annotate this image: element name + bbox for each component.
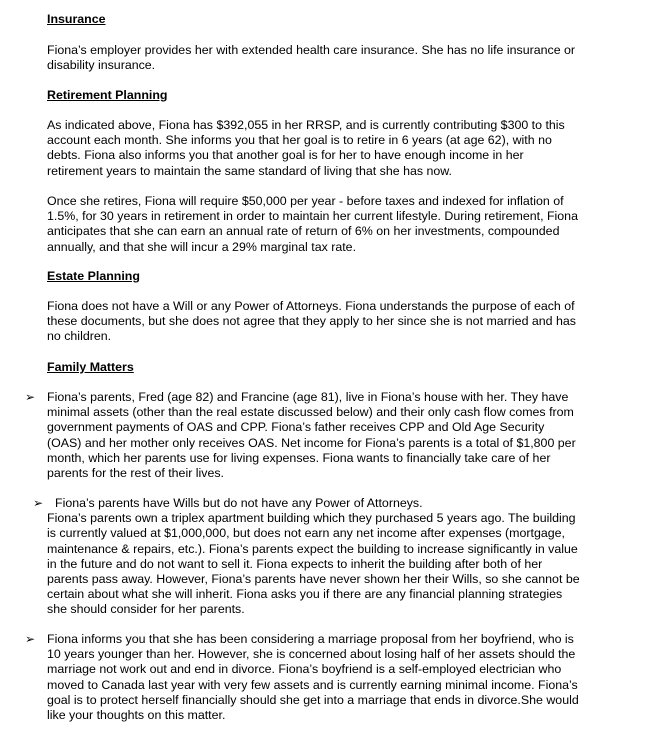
estate-heading: Estate Planning — [47, 269, 140, 283]
text-line: Fiona’s employer provides her with extended health care insurance. She has no life insurance or — [47, 43, 576, 57]
text-line: moved to Canada last year with very few assets and is currently earning minimal income. Fiona’s — [47, 677, 578, 692]
insurance-heading: Insurance — [47, 12, 106, 26]
family-bullet-2 — [47, 496, 617, 618]
estate-paragraph — [47, 299, 617, 345]
text-line: marriage not work out and end in divorce. Fiona’s boyfriend is a self-employed electrician who — [47, 662, 562, 677]
text-line: 1.5%, for 30 years in retirement in order to maintain her current lifestyle. During retirement, Fiona — [47, 209, 578, 224]
retirement-paragraph-1 — [47, 118, 617, 179]
text-line: month, which her parents use for living expenses. Fiona wants to financially take care of her — [47, 450, 551, 465]
text-line: Fiona’s parents, Fred (age 82) and Francine (age 81), live in Fiona’s house with her. They have — [47, 390, 569, 404]
text-line: Once she retires, Fiona will require $50,000 per year - before taxes and indexed for inflation of — [47, 194, 564, 208]
family-bullet-1 — [47, 390, 617, 481]
text-line: account each month. She informs you that her goal is to retire in 6 years (at age 62), with no — [47, 133, 552, 148]
text-line: (OAS) and her mother only receives OAS. Net income for Fiona’s parents is a total of $1,800 per — [47, 435, 576, 450]
text-line: certain about what she will inherit. Fiona asks you if there are any financial planning strategies — [47, 587, 563, 602]
retirement-paragraph-2 — [47, 194, 617, 255]
text-line: As indicated above, Fiona has $392,055 in her RRSP, and is currently contributing $300 to this — [47, 118, 565, 132]
family-bullet-3 — [47, 632, 617, 723]
text-line: government payments of OAS and CPP. Fiona’s father receives CPP and Old Age Security — [47, 420, 545, 435]
text-line: goal is to protect herself financially should she get into a marriage that ends in divorce.She would — [47, 692, 579, 707]
text-line: is currently valued at $1,000,000, but does not earn any net income after expenses (mortgage, — [47, 526, 565, 541]
insurance-paragraph — [47, 43, 617, 73]
text-line: minimal assets (other than the real estate discussed below) and their only cash flow comes from — [47, 405, 574, 420]
text-line: 10 years younger than her. However, she is concerned about losing half of her assets should the — [47, 647, 576, 662]
text-line: anticipates that she can earn an annual rate of return of 6% on her investments, compounded — [47, 224, 560, 239]
text-line: parents for the rest of their lives. — [47, 466, 224, 481]
text-line: like your thoughts on this matter. — [47, 708, 226, 723]
text-line: in the future and do not want to sell it. Fiona expects to inherit the building after both of her — [47, 556, 543, 571]
arrow-bullet-icon: ➢ — [33, 496, 44, 510]
text-line: annually, and that she will incur a 29% marginal tax rate. — [47, 239, 357, 254]
text-line: disability insurance. — [47, 58, 156, 73]
text-line: Fiona informs you that she has been considering a marriage proposal from her boyfriend, who is — [47, 632, 574, 646]
text-line: these documents, but she does not agree that they apply to her since she is not married and has — [47, 314, 576, 329]
text-line: Fiona’s parents have Wills but do not have any Power of Attorneys. — [55, 496, 423, 510]
family-heading: Family Matters — [47, 360, 134, 374]
text-line: Fiona’s parents own a triplex apartment building which they purchased 5 years ago. The building — [47, 511, 576, 526]
text-line: no children. — [47, 329, 112, 344]
arrow-bullet-icon: ➢ — [25, 390, 36, 404]
text-line: debts. Fiona also informs you that another goal is for her to have enough income in her — [47, 148, 524, 163]
text-line: maintenance & repairs, etc.). Fiona’s parents expect the building to increase significantly in value — [47, 541, 578, 556]
retirement-heading: Retirement Planning — [47, 88, 168, 102]
text-line: she should consider for her parents. — [47, 602, 245, 617]
arrow-bullet-icon: ➢ — [25, 632, 36, 646]
text-line: retirement years to maintain the same standard of living that she has now. — [47, 163, 452, 178]
text-line: Fiona does not have a Will or any Power of Attorneys. Fiona understands the purpose of each of — [47, 299, 575, 313]
text-line: parents pass away. However, Fiona’s parents have never shown her their Wills, so she cannot be — [47, 572, 580, 587]
